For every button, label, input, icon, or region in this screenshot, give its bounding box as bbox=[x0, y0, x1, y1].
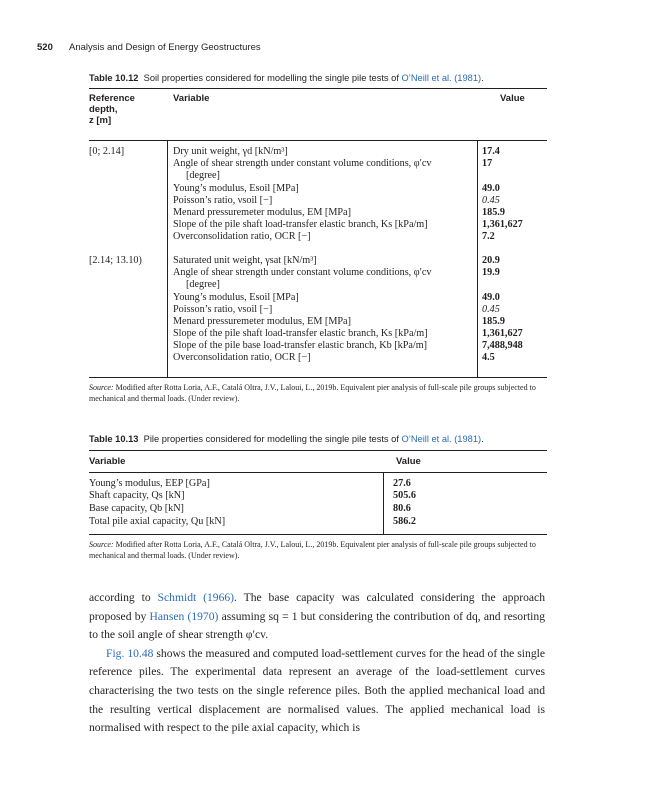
text-run: assuming sq = 1 but considering the contribution of dq, and resorting to the soil angle of shear strength φ′cv. bbox=[89, 609, 546, 642]
value-cell: 0.45 bbox=[482, 304, 500, 315]
variable-cell: Slope of the pile base load-transfer elastic branch, Kb [kPa/m] bbox=[173, 340, 428, 351]
citation-link[interactable]: O’Neill et al. (1981) bbox=[401, 434, 482, 444]
table-caption bbox=[89, 73, 484, 83]
reference-depth: [0; 2.14] bbox=[89, 146, 125, 157]
value-cell: 7.2 bbox=[482, 231, 495, 242]
text-run: . The base capacity was calculated considering the approach proposed by bbox=[89, 591, 545, 623]
variable-cell: Dry unit weight, γd [kN/m³] bbox=[173, 146, 288, 157]
header-line: depth, bbox=[89, 104, 118, 115]
column-header-reference bbox=[89, 93, 135, 126]
variable-cell: Base capacity, Qb [kN] bbox=[89, 503, 184, 514]
value-cell: 505.6 bbox=[393, 490, 416, 501]
table-source-note bbox=[89, 382, 549, 404]
variable-cell: Total pile axial capacity, Qu [kN] bbox=[89, 516, 226, 527]
table-header-rule bbox=[89, 472, 547, 473]
variable-cell: Shaft capacity, Qs [kN] bbox=[89, 490, 185, 501]
page-header bbox=[37, 42, 261, 53]
paragraph bbox=[89, 645, 545, 738]
text-run: according to bbox=[89, 591, 151, 604]
variable-cell: Slope of the pile shaft load-transfer elastic branch, Ks [kPa/m] bbox=[173, 219, 428, 230]
value-cell: 17 bbox=[482, 158, 493, 169]
variable-cell-continued: [degree] bbox=[186, 170, 220, 181]
value-cell: 49.0 bbox=[482, 292, 500, 303]
table-caption-text: Soil properties considered for modelling the single pile tests of bbox=[143, 73, 399, 83]
table-caption-text: Pile properties considered for modelling the single pile tests of bbox=[143, 434, 399, 444]
value-cell: 80.6 bbox=[393, 503, 411, 514]
variable-cell: Menard pressuremeter modulus, EM [MPa] bbox=[173, 207, 351, 218]
text-run: shows the measured and computed load-settlement curves for the head of the single reference piles. The experimental data represent an average of the load-settlement curves characterising the two tests on the single reference piles. Both the applied mechanical load and the resulting vertical displacement are normalised values. The applied mechanical load is normalised with respect to the pile axial capacity, which is bbox=[89, 646, 545, 735]
value-cell: 185.9 bbox=[482, 207, 505, 218]
body-text bbox=[89, 589, 545, 738]
value-cell: 20.9 bbox=[482, 255, 500, 266]
table-bottom-rule bbox=[89, 377, 547, 378]
caption-period: . bbox=[481, 434, 484, 444]
source-text: Modified after Rotta Loria, A.F., Catalá Oltra, J.V., Laloui, L., 2019b. Equivalent pier analysis of full-scale pile groups subjected to mechanical and thermal loads. (Under review). bbox=[89, 383, 536, 403]
table-caption bbox=[89, 434, 484, 444]
column-divider bbox=[167, 141, 168, 377]
variable-cell: Poisson’s ratio, νsoil [−] bbox=[173, 304, 273, 315]
variable-cell: Menard pressuremeter modulus, EM [MPa] bbox=[173, 316, 351, 327]
table-header-rule bbox=[89, 140, 547, 141]
caption-period: . bbox=[481, 73, 484, 83]
variable-cell: Young’s modulus, EEP [GPa] bbox=[89, 478, 210, 489]
value-cell: 185.9 bbox=[482, 316, 505, 327]
reference-depth: [2.14; 13.10) bbox=[89, 255, 142, 266]
source-label: Source: bbox=[89, 540, 114, 549]
value-cell: 1,361,627 bbox=[482, 328, 523, 339]
figure-link[interactable]: Fig. 10.48 bbox=[106, 646, 154, 660]
citation-link[interactable]: Schmidt (1966) bbox=[157, 591, 235, 604]
column-header-variable: Variable bbox=[173, 93, 210, 104]
value-cell: 49.0 bbox=[482, 183, 500, 194]
variable-cell: Saturated unit weight, γsat [kN/m³] bbox=[173, 255, 317, 266]
value-cell: 27.6 bbox=[393, 478, 411, 489]
header-line: z [m] bbox=[89, 115, 112, 126]
variable-cell: Angle of shear strength under constant volume conditions, φ′cv bbox=[173, 158, 432, 169]
variable-cell: Slope of the pile shaft load-transfer elastic branch, Ks [kPa/m] bbox=[173, 328, 428, 339]
value-cell: 1,361,627 bbox=[482, 219, 523, 230]
table-caption-label: Table 10.12 bbox=[89, 73, 139, 83]
value-cell: 0.45 bbox=[482, 195, 500, 206]
column-divider bbox=[383, 473, 384, 534]
column-header-value: Value bbox=[500, 93, 525, 104]
variable-cell: Poisson’s ratio, νsoil [−] bbox=[173, 195, 273, 206]
column-header-variable: Variable bbox=[89, 456, 126, 467]
column-divider bbox=[477, 141, 478, 377]
variable-cell: Young’s modulus, Esoil [MPa] bbox=[173, 292, 299, 303]
value-cell: 17.4 bbox=[482, 146, 500, 157]
variable-cell: Young’s modulus, Esoil [MPa] bbox=[173, 183, 299, 194]
paragraph bbox=[89, 589, 545, 645]
value-cell: 7,488,948 bbox=[482, 340, 523, 351]
page-number: 520 bbox=[37, 42, 53, 53]
value-cell: 4.5 bbox=[482, 352, 495, 363]
value-cell: 586.2 bbox=[393, 516, 416, 527]
variable-cell-continued: [degree] bbox=[186, 279, 220, 290]
running-title: Analysis and Design of Energy Geostructures bbox=[68, 42, 261, 53]
source-label: Source: bbox=[89, 383, 114, 392]
source-text: Modified after Rotta Loria, A.F., Catalá Oltra, J.V., Laloui, L., 2019b. Equivalent pier analysis of full-scale pile groups subjected to mechanical and thermal loads. (Under review). bbox=[89, 540, 536, 560]
citation-link[interactable]: O’Neill et al. (1981) bbox=[401, 73, 482, 83]
table-top-rule bbox=[89, 450, 547, 451]
table-source-note bbox=[89, 539, 549, 561]
variable-cell: Angle of shear strength under constant volume conditions, φ′cv bbox=[173, 267, 432, 278]
variable-cell: Overconsolidation ratio, OCR [−] bbox=[173, 352, 311, 363]
table-caption-label: Table 10.13 bbox=[89, 434, 139, 444]
citation-link[interactable]: Hansen (1970) bbox=[149, 609, 219, 623]
value-cell: 19.9 bbox=[482, 267, 500, 278]
table-top-rule bbox=[89, 88, 547, 89]
column-header-value: Value bbox=[396, 456, 421, 467]
variable-cell: Overconsolidation ratio, OCR [−] bbox=[173, 231, 311, 242]
table-bottom-rule bbox=[89, 534, 547, 535]
header-line: Reference bbox=[89, 93, 135, 104]
